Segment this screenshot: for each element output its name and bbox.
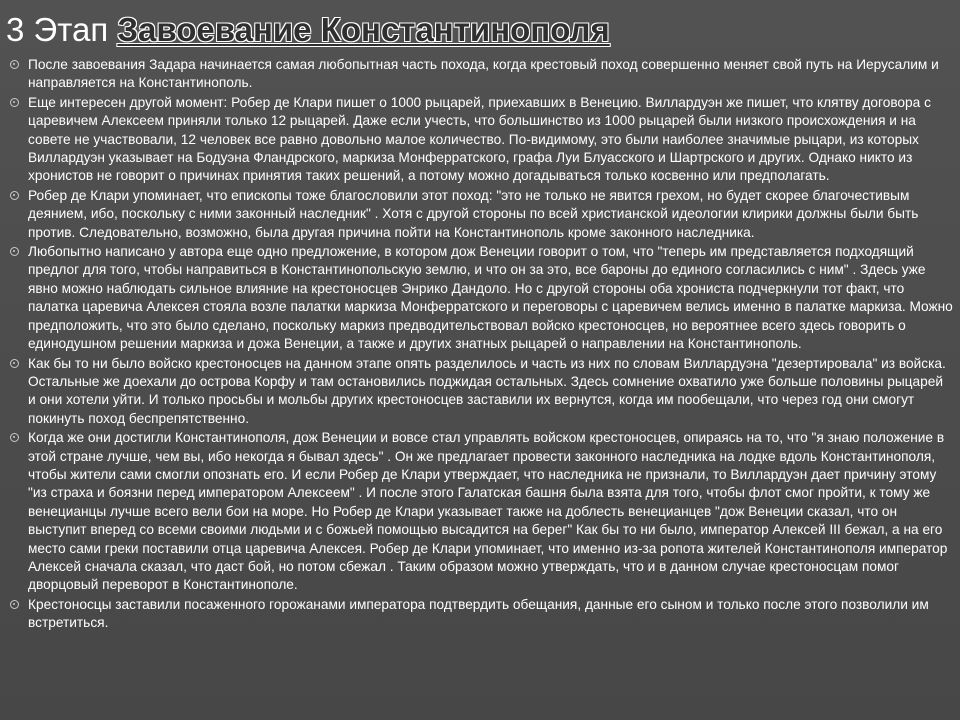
list-item	[8, 596, 954, 633]
title-highlight: Завоевание Константинополя	[117, 11, 610, 48]
paragraph-text: Крестоносцы заставили посаженного горожанами императора подтвердить обещания, данные его сыном и только после этого позволили им встретиться.	[28, 596, 929, 631]
list-item	[8, 243, 954, 353]
bullet-icon	[10, 433, 19, 442]
bullet-icon	[10, 191, 19, 200]
list-item	[8, 94, 954, 186]
paragraph-text: Любопытно написано у автора еще одно предложение, в котором дож Венеции говорит о том, что "теперь им представляется подходящий предлог для того, чтобы направиться в Константинопольскую землю, и что он за это, все бароны до единого согласились с ним" . Здесь уже явно можно наблюдать сильное влияние на крестоносцев Энрико Дандоло. Но с другой стороны оба хрониста подчеркнули тот факт, что палатка царевича Алексея стояла возле палатки маркиза Монферратского и переговоры с царевичем велись именно в палатке маркиза. Можно предположить, что это было сделано, поскольку маркиз предводительствовал войско крестоносцев, но вероятнее всего здесь говорить о единодушном решении маркиза и дожа Венеции, а также и других знатных рыцарей о направлении на Константинополь.	[28, 244, 953, 352]
paragraph-text: Когда же они достигли Константинополя, дож Венеции и вовсе стал управлять войском крестоносцев, опираясь на то, что "я знаю положение в этой стране лучше, чем вы, ибо некогда я бывал здесь" . Он же предлагает провести законного наследника на лодке вдоль Константинополя, чтобы жители сами смогли опознать его. И если Робер де Клари утверждает, что наследника не признали, то Виллардуэн дает причину этому "из страха и боязни перед императором Алексеем" . И после этого Галатская башня была взята для того, чтобы флот смог пройти, к тому же венецианцы лучше всего вели бои на море. Но Робер де Клари указывает также на доблесть венецианцев "дож Венеции сказал, что он выступит вперед со всеми своими людьми и с божьей помощью высадится на берег" Как бы то ни было, император Алексей III бежал, а на его место сами греки поставили отца царевича Алексея. Робер де Клари упоминает, что именно из-за ропота жителей Константинополя император Алексей сначала сказал, что даст бой, но потом сбежал . Таким образом можно утверждать, что и в данном случае крестоносцам помог дворцовый переворот в Константинополе.	[28, 430, 948, 593]
paragraph-text: Еще интересен другой момент: Робер де Клари пишет о 1000 рыцарей, приехавших в Венецию. Виллардуэн же пишет, что клятву договора с царевичем Алексеем приняли только 12 рыцарей. Даже если учесть, что большинство из 1000 рыцарей были низкого происхождения и на совете не участвовали, 12 человек все равно довольно малое количество. По-видимому, это были наиболее значимые рыцари, из которых Виллардуэн указывает на Бодуэна Фландрского, маркиза Монферратского, графа Луи Блуасского и Шартрского и других. Однако никто из хронистов не говорит о причинах принятия таких решений, а потому можно догадываться только косвенно или предполагать.	[28, 94, 931, 184]
title-prefix: 3 Этап	[6, 11, 118, 48]
bullet-list	[8, 56, 954, 634]
list-item	[8, 429, 954, 595]
list-item	[8, 56, 954, 93]
bullet-icon	[10, 600, 19, 609]
list-item	[8, 187, 954, 242]
paragraph-text: Робер де Клари упоминает, что епископы тоже благословили этот поход: "это не только не явится грехом, но будет скорее благочестивым деянием, ибо, поскольку с ними законный наследник" . Хотя с другой стороны по всей христианской идеологии клирики должны были быть против. Следовательно, возможно, была другая причина пойти на Константинополь кроме законного наследника.	[28, 187, 919, 240]
paragraph-text: После завоевания Задара начинается самая любопытная часть похода, когда крестовый поход совершенно меняет свой путь на Иерусалим и направляется на Константинополь.	[28, 57, 939, 91]
bullet-icon	[10, 359, 19, 368]
bullet-icon	[10, 60, 19, 69]
bullet-icon	[10, 247, 19, 256]
slide-title	[6, 10, 610, 50]
list-item	[8, 355, 954, 429]
bullet-icon	[10, 98, 19, 107]
paragraph-text: Как бы то ни было войско крестоносцев на данном этапе опять разделилось и часть из них по словам Виллардуэна "дезертировала" из войска. Остальные же доехали до острова Корфу и там остановились поджидая остальных. Здесь сомнение охватило уже больше половины рыцарей и они хотели уйти. И только просьбы и мольбы других крестоносцев заставили их вернутся, когда им пообещали, что через год они смогут покинуть поход беспрепятственно.	[28, 355, 946, 426]
